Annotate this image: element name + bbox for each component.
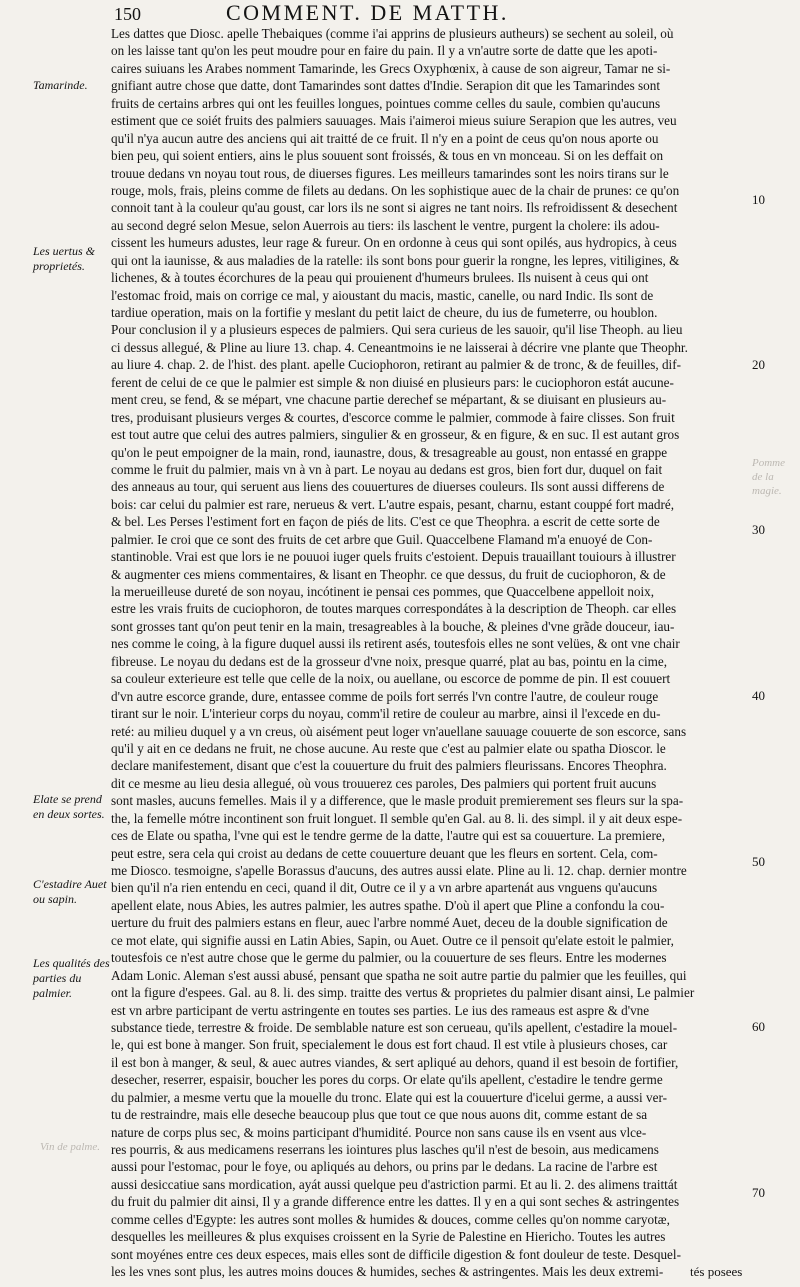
text-line: sont grosses tant qu'on peut tenir en la main, tresagreables à la bouche, & pleines d'vne grãde douceur, iau- (111, 618, 675, 634)
text-line: cissent les humeurs adustes, leur rage & fureur. On en ordonne à ceus qui sont opilés, aus hydropics, à ceus (111, 235, 677, 251)
line-number: 40 (752, 688, 765, 703)
text-line: au liure 4. chap. 2. de l'hist. des plant. apelle Cuciophoron, retirant au palmier & de tronc, & de feuilles, dif- (111, 357, 681, 373)
text-line: lichenes, & à toutes écorchures de la peau qui prouienent d'humeurs brulees. Ils nuisent à ceus qui ont (111, 270, 649, 286)
text-line: aussi desiccatiue sans mordication, ayát aussi quelque peu d'astriction parmi. Et au li. 2. des alimens traittát (111, 1176, 678, 1192)
text-line: me Diosco. tesmoigne, s'apelle Borassus d'aucuns, des autres aussi elate. Pline au li. 12. chap. dernier montre (111, 863, 687, 878)
margin-note: Les uertus & proprietés. (33, 244, 96, 273)
text-line: ferent de celui de ce que le palmier est simple & non diuisé en plusieurs pars: le cuciophoron estát aucune- (111, 374, 674, 390)
text-line: substance tiede, terrestre & froide. De semblable nature est son cerueau, qu'ils apellent, c'estadire la mouel- (111, 1019, 678, 1035)
text-line: trouue dedans vn noyau tout rous, de diuerses figures. Les meilleurs tamarindes sont les noirs tirans sur le (111, 165, 669, 181)
text-line: desquelles les meilleures & plus exquises croissent en la Syrie de Palestine en Hiericho. Toutes les autres (111, 1229, 666, 1245)
text-line: au second degré selon Mesue, selon Auerrois au tiers: ils laschent le ventre, purgent la cholere: ils adou- (111, 217, 660, 233)
text-line: desecher, reserrer, espaisir, boucher les pores du corps. Or elate qu'ils apellent, c'estadire le tendre germe (111, 1072, 663, 1088)
text-line: & bel. Les Perses l'estiment fort en façon de piés de lits. C'est ce que Theophra. a escrit de cette sorte de (111, 514, 660, 530)
margin-note: Les qualités des parties du palmier. (33, 956, 110, 1000)
text-line: qu'il y ait en ce dedans ne fruit, ne chose aucune. Au reste que c'est au palmier elate ou spatha Dioscor. le (111, 740, 666, 756)
line-number: 20 (752, 357, 765, 372)
text-line: est tout autre que celui des autres palmiers, singulier & en grosseur, & en figure, & en suc. Il est autant gros (111, 427, 680, 443)
text-line: comme le fruit du palmier, mais vn à vn à part. Le noyau au dedans est gros, bien fort dur, duquel on fait (111, 461, 663, 477)
line-number: 10 (752, 192, 765, 207)
text-line: reté: au milieu duquel y a vn creus, où aisément peut loger vn'auellane sauuage couuerte de son escorce, sans (111, 723, 687, 739)
text-line: il est bon à manger, & seul, & auec autres viandes, & sert apliqué au dehors, quand il est besoin de fortifier, (111, 1054, 679, 1070)
text-line: the, la femelle mótre incontinent son fruit longuet. Il semble qu'en Gal. au 8. li. des simpl. il y ait deux espe- (111, 810, 683, 826)
text-line: bien peu, qui soient entiers, ains le plus souuent sont froissés, & tous en vn monceau. Si on les deffait on (111, 148, 664, 164)
text-line: bois: car celui du palmier est rare, nerueus & vert. L'autre espais, pesant, charnu, estant couppé fort madré, (111, 496, 674, 512)
text-line: fruits de certains arbres qui ont les feuilles longues, pointues comme celles du saule, combien qu'aucuns (111, 95, 661, 111)
margin-note: Elate se prend en deux sortes. (33, 792, 105, 821)
text-line: caires suiuans les Arabes nomment Tamarinde, les Grecs Oxyphœnix, à cause de son aigreur, Tamar ne si- (111, 60, 671, 76)
line-number: 30 (752, 522, 765, 537)
text-line: tardiue operation, mais on la fortifie y meslant du petit laict de cheure, du ius de fumeterre, ou houblon. (111, 305, 658, 320)
margin-note: Tamarinde. (33, 78, 88, 92)
text-line: tres, produisant plusieurs verges & courtes, d'escorce comme le palmier, commode à faire clisses. Son fruit (111, 409, 675, 425)
text-line: Pour conclusion il y a plusieurs especes de palmiers. Qui sera curieus de les sauoir, qu'il lise Theoph. au lieu (111, 322, 683, 338)
text-line: palmier. Ie croi que ce sont des fruits de cet arbre que Guil. Quaccelbene Flamand m'a enuoyé de Con- (111, 531, 653, 547)
text-line: Les dattes que Diosc. apelle Thebaiques (comme i'ai apprins de plusieurs autheurs) se sechent au soleil, où (111, 26, 674, 41)
catchword: tés posees (690, 1264, 743, 1279)
text-line: qu'il n'ya aucun autre des anciens qui ait traitté de ce fruit. Il n'y en a point de ceus qu'on nous aporte ou (111, 130, 659, 146)
text-line: l'estomac froid, mais on corrige ce mal, y aioustant du macis, mastic, canelle, ou nard Indic. Ils sont de (111, 287, 654, 303)
running-head: COMMENT. DE MATTH. (226, 0, 509, 25)
text-line: qui ont la iaunisse, & aus maladies de la ratelle: ils sont bons pour guerir la rongne, les lepres, vitiligines, & (111, 252, 680, 268)
text-line: ce mot elate, qui signifie aussi en Latin Abies, Sapin, ou Auet. Outre ce il pensoit qu'elate estoit le palmier, (111, 932, 674, 948)
page-number: 150 (114, 4, 141, 24)
text-line: ces de Elate ou spatha, l'vne qui est le tendre germe de la datte, l'autre qui est sa couuerture. La premiere, (111, 828, 665, 844)
line-number: 50 (752, 854, 765, 869)
text-line: des anneaus au tour, qui seruent aus liens des couuertures de diuerses couleurs. Ils sont aussi differens de (111, 479, 665, 495)
text-line: bien qu'il n'a rien entendu en ceci, quand il dit, Outre ce il y a vn arbre apartenát aus vnguens qu'aucuns (111, 880, 658, 896)
text-line: nes comme le coing, à la figure duquel aussi ils retirent asés, toutesfois elles ne sont velües, & ont vne chair (111, 636, 680, 652)
text-line: ment creu, se fend, & se mépart, vne chacune partie derechef se mépartant, & se diuisant en plusieurs au- (111, 392, 667, 408)
text-line: du palmier, a mesme vertu que la mouelle du tronc. Elate qui est la couuerture d'icelui germe, a aussi ver- (111, 1089, 667, 1105)
text-line: res pourris, & aus medicamens reserrans les iointures plus lasches qu'il n'est de besoin, aus medicamens (111, 1142, 659, 1157)
text-line: rouge, mols, frais, pleins comme de filets au dedans. On les sophistique auec de la chair de prunes: ce qu'on (111, 182, 680, 198)
text-line: estiment que ce soiét fruits des palmiers sauuages. Mais i'aimeroi mieus suiure Serapion que les autres, veu (111, 113, 677, 129)
line-number: 60 (752, 1019, 765, 1034)
text-line: nature de corps plus sec, & moins participant d'humidité. Pource non sans cause ils en vsent aus vlce- (111, 1124, 647, 1140)
text-line: ont la figure d'espees. Gal. au 8. li. des simp. traitte des vertus & proprietes du palmier disant ainsi, Le palmier (111, 985, 695, 1001)
text-line: estre les vrais fruits de cuciophoron, de toutes marques correspondátes à la description de Theoph. car elles (111, 601, 677, 617)
text-line: toutesfois ce n'est autre chose que le germe du palmier, ou la couuerture de ses fleurs. Entre les modernes (111, 950, 667, 966)
text-line: & augmenter ces miens commentaires, & lisant en Theophr. ce que dessus, du fruit de cuciophoron, & de (111, 566, 666, 582)
line-number: 70 (752, 1185, 765, 1200)
text-line: peut estre, sera cela qui croist au dedans de cette couuerture deuant que les fleurs en sortent. Cela, com- (111, 845, 658, 861)
text-line: fibreuse. Le noyau du dedans est de la grosseur d'vne noix, presque quarré, plat au bas, pointu en la cime, (111, 653, 668, 669)
faded-margin-note: Vin de palme. (40, 1141, 100, 1153)
text-line: sont moyénes entre ces deux especes, mais elles sont de difficile digestion & font douleur de teste. Desquel- (111, 1246, 681, 1262)
text-line: les les vnes sont plus, les autres moins douces & humides, seches & astringentes. Mais les deux extremi- (111, 1264, 664, 1280)
text-line: la merueilleuse dureté de son noyau, incótinent ie pensai ces pommes, que Quaccelbene appelloit noix, (111, 584, 655, 599)
text-line: stantinoble. Vrai est que lors ie ne pouuoi iuger quels fruits c'estoient. Depuis trauaillant touiours à illustrer (111, 549, 676, 565)
faded-margin-note: Pomme de la magie. (752, 457, 785, 497)
text-line: est vn arbre participant de vertu astringente en toutes ses parties. Le ius des rameaus est aspre & d'vne (111, 1002, 650, 1018)
text-line: du fruit du palmier dit ainsi, Il y a grande difference entre les dattes. Il y en a qui sont seches & astringentes (111, 1194, 680, 1210)
text-line: d'vn autre escorce grande, dure, entassee comme de poils fort serrés l'vn contre l'autre, de couleur rouge (111, 688, 659, 704)
text-line: tirant sur le noir. L'interieur corps du noyau, comm'il retire de couleur au marbre, ainsi il l'excede en du- (111, 706, 661, 722)
body-text (111, 25, 747, 1281)
text-line: comme celles d'Egypte: les autres sont molles & humides & douces, comme celles qu'on nomme caryotæ, (111, 1211, 670, 1227)
text-line: sont masles, aucuns femelles. Mais il y a difference, que le masle produit premierement ses fleurs sur la spa- (111, 793, 684, 809)
text-line: declare manifestement, disant que c'est la couuerture du fruit des palmiers fleurissans. Encores Theophra. (111, 758, 667, 774)
text-line: dit ce mesme au lieu desia allegué, où vous trouuerez ces paroles, Des palmiers qui portent fruit aucuns (111, 775, 657, 791)
text-line: qu'on le peut empoigner de la main, rond, iaunastre, dous, & tresagreable au goust, non entassé en grappe (111, 444, 668, 460)
text-line: on les laisse tant qu'on les peut moudre pour en faire du pain. Il y a vn'autre sorte de datte que les apoti- (111, 43, 658, 59)
text-line: apellent elate, nous Abies, les autres palmier, les autres spathe. D'où il apert que Pline a confondu la cou- (111, 897, 665, 913)
margin-note: C'estadire Auet ou sapin. (33, 877, 107, 906)
text-line: Adam Lonic. Aleman s'est aussi abusé, pensant que spatha ne soit autre partie du palmier que les feuilles, qui (111, 967, 687, 983)
text-line: ci dessus allegué, & Pline au liure 13. chap. 4. Ceneantmoins ie ne laisserai à décrire vne plante que Theophr. (111, 339, 688, 355)
text-line: gnifiant autre chose que datte, dont Tamarindes sont dattes d'Indie. Serapion dit que les Tamarindes sont (111, 78, 661, 94)
text-line: uerture du fruit des palmiers estans en fleur, auec l'arbre nommé Auet, deceu de la double signification de (111, 915, 668, 931)
text-line: le, qui est bone à manger. Son fruit, specialement le dous est fort chaud. Il est vtile à plusieurs choses, car (111, 1037, 668, 1053)
text-line: sa couleur exterieure est telle que celle de la noix, ou auellane, ou escorce de pomme de pin. Il est couuert (111, 671, 671, 687)
text-line: aussi pour l'estomac, pour le foye, ou apliqués au dehors, ou prins par le dedans. La racine de l'arbre est (111, 1159, 658, 1175)
text-line: tu de restraindre, mais elle deseche beaucoup plus que tout ce que nous auons dit, comme estant de sa (111, 1107, 648, 1123)
text-line: connoit tant à la couleur qu'au goust, car lors ils ne sont si aigres ne tant noirs. Ils refroidissent & desechent (111, 200, 678, 216)
